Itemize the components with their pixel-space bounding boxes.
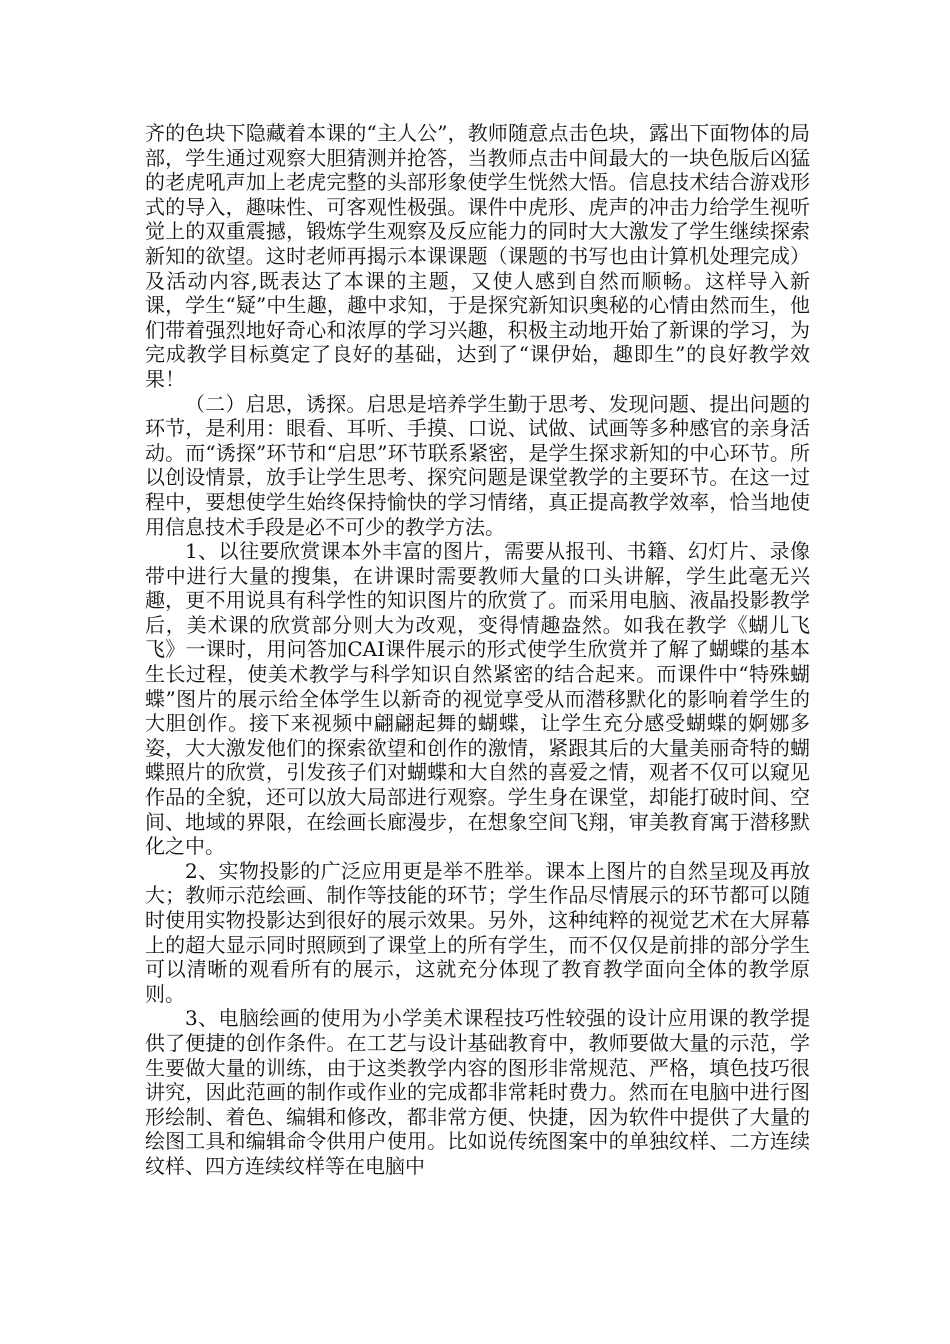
paragraph-5: 3、电脑绘画的使用为小学美术课程技巧性较强的设计应用课的教学提供了便捷的创作条件。在工艺与设计基础教育中，教师要做大量的示范，学生要做大量的训练，由于这类教学内容的图形非常规范、严格，填色技巧很讲究，因此范画的制作或作业的完成都非常耗时费力。然而在电脑中进行图形绘制、着色、编辑和修改，都非常方便、快捷，因为软件中提供了大量的绘图工具和编辑命令供用户使用。比如说传统图案中的单独纹样、二方连续纹样、四方连续纹样等在电脑中	[145, 1006, 810, 1178]
paragraph-1: 齐的色块下隐藏着本课的“主人公”，教师随意点击色块，露出下面物体的局部，学生通过观察大胆猜测并抢答，当教师点击中间最大的一块色版后凶猛的老虎吼声加上老虎完整的头部形象使学生恍然大悟。信息技术结合游戏形式的导入，趣味性、可客观性极强。课件中虎形、虎声的冲击力给学生视听觉上的双重震撼，锻炼学生观察及反应能力的同时大大激发了学生继续探索新知的欲望。这时老师再揭示本课课题（课题的书写也由计算机处理完成）及活动内容,既表达了本课的主题，又使人感到自然而顺畅。这样导入新课，学生“疑”中生趣，趣中求知，于是探究新知识奥秘的心情由然而生，他们带着强烈地好奇心和浓厚的学习兴趣，积极主动地开始了新课的学习，为完成教学目标奠定了良好的基础，达到了“课伊始，趣即生”的良好教学效果！	[145, 121, 810, 391]
paragraph-4: 2、实物投影的广泛应用更是举不胜举。课本上图片的自然呈现及再放大；教师示范绘画、制作等技能的环节；学生作品尽情展示的环节都可以随时使用实物投影达到很好的展示效果。另外，这种纯粹的视觉艺术在大屏幕上的超大显示同时照顾到了课堂上的所有学生，而不仅仅是前排的部分学生可以清晰的观看所有的展示，这就充分体现了教育教学面向全体的教学原则。	[145, 858, 810, 1006]
paragraph-2: （二）启思，诱探。启思是培养学生勤于思考、发现问题、提出问题的环节，是利用：眼看、耳听、手摸、口说、试做、试画等多种感官的亲身活动。而“诱探”环节和“启思”环节联系紧密，是学生探求新知的中心环节。所以创设情景，放手让学生思考、探究问题是课堂教学的主要环节。在这一过程中，要想使学生始终保持愉快的学习情绪，真正提高教学效率，恰当地使用信息技术手段是必不可少的教学方法。	[145, 391, 810, 539]
paragraph-3: 1、以往要欣赏课本外丰富的图片，需要从报刊、书籍、幻灯片、录像带中进行大量的搜集，在讲课时需要教师大量的口头讲解，学生此毫无兴趣，更不用说具有科学性的知识图片的欣赏了。而采用电脑、液晶投影教学后，美术课的欣赏部分则大为改观，变得情趣盎然。如我在教学《蝴儿飞飞》一课时，用问答加CAI课件展示的形式使学生欣赏并了解了蝴蝶的基本生长过程，使美术教学与科学知识自然紧密的结合起来。而课件中“特殊蝴蝶”图片的展示给全体学生以新奇的视觉享受从而潜移默化的影响着学生的大胆创作。接下来视频中翩翩起舞的蝴蝶，让学生充分感受蝴蝶的婀娜多姿，大大激发他们的探索欲望和创作的激情，紧跟其后的大量美丽奇特的蝴蝶照片的欣赏，引发孩子们对蝴蝶和大自然的喜爱之情，观者不仅可以窥见作品的全貌，还可以放大局部进行观察。学生身在课堂，却能打破时间、空间、地域的界限，在绘画长廊漫步，在想象空间飞翔，审美教育寓于潜移默化之中。	[145, 539, 810, 859]
document-body	[145, 121, 810, 1179]
